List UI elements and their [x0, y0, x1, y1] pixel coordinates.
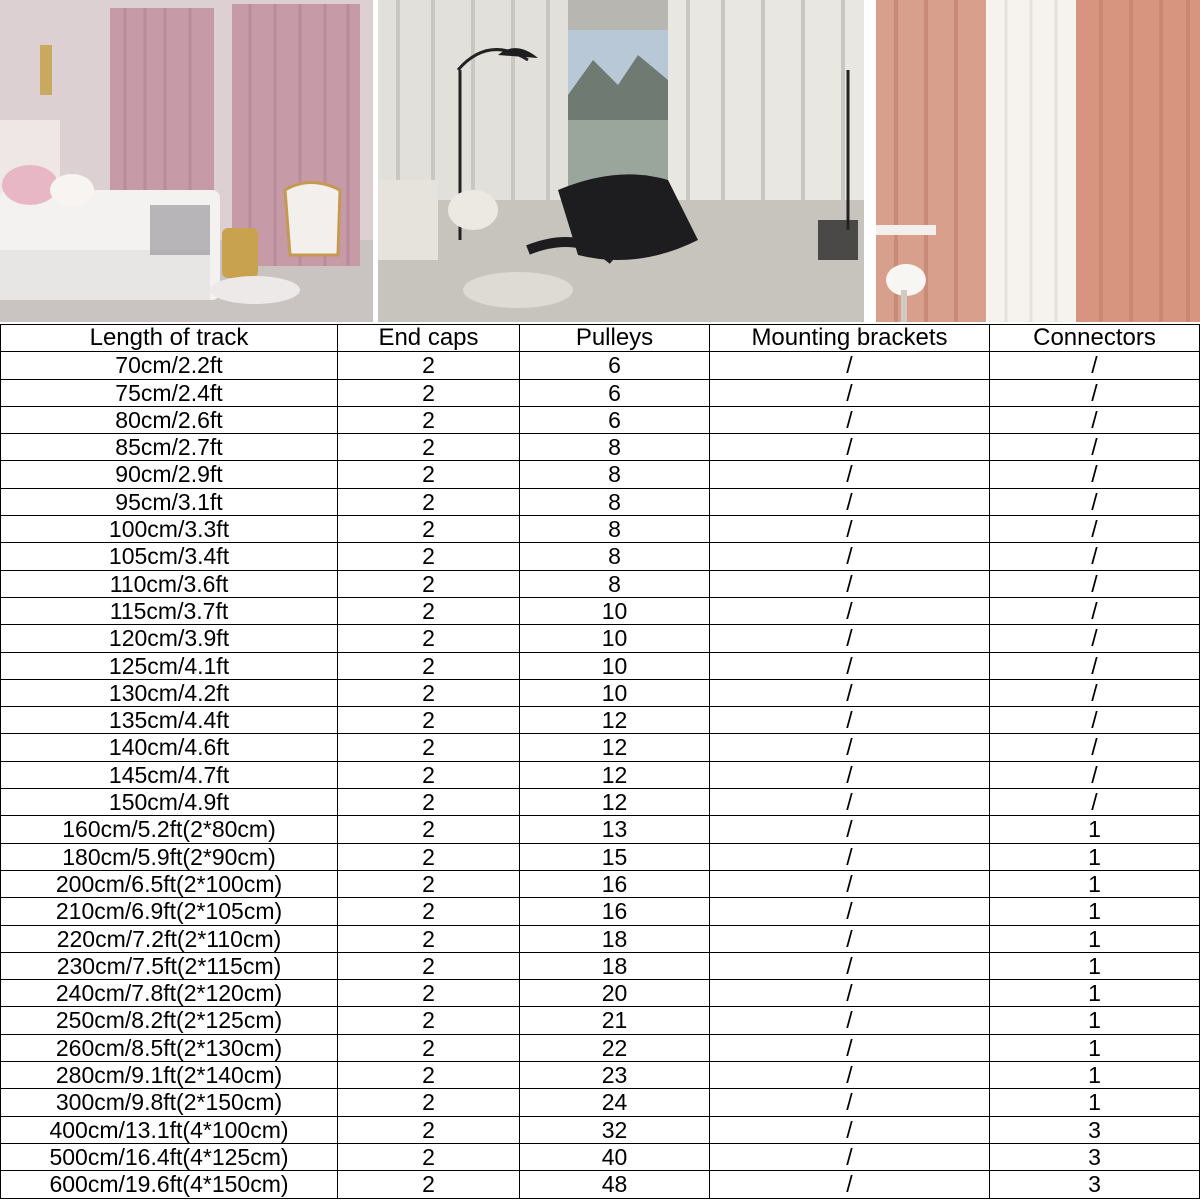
- cell-length: 200cm/6.5ft(2*100cm): [1, 870, 338, 897]
- product-photos: [0, 0, 1200, 322]
- table-row: [1, 597, 1200, 624]
- cell-end-caps: 2: [338, 898, 520, 925]
- cell-pulleys: 10: [520, 625, 710, 652]
- table-row: [1, 898, 1200, 925]
- table-row: [1, 789, 1200, 816]
- cell-length: 240cm/7.8ft(2*120cm): [1, 980, 338, 1007]
- cell-pulleys: 12: [520, 789, 710, 816]
- header-connectors: Connectors: [990, 325, 1200, 352]
- header-mounting-brackets: Mounting brackets: [710, 325, 990, 352]
- cell-pulleys: 8: [520, 488, 710, 515]
- cell-end-caps: 2: [338, 761, 520, 788]
- cell-end-caps: 2: [338, 1034, 520, 1061]
- cell-length: 130cm/4.2ft: [1, 679, 338, 706]
- cell-connectors: /: [990, 461, 1200, 488]
- cell-mounting-brackets: /: [710, 1007, 990, 1034]
- table-row: [1, 870, 1200, 897]
- cell-end-caps: 2: [338, 434, 520, 461]
- table-row: [1, 1143, 1200, 1170]
- table-row: [1, 843, 1200, 870]
- cell-mounting-brackets: /: [710, 679, 990, 706]
- cell-pulleys: 16: [520, 870, 710, 897]
- cell-pulleys: 6: [520, 406, 710, 433]
- cell-connectors: /: [990, 543, 1200, 570]
- cell-mounting-brackets: /: [710, 870, 990, 897]
- table-row: [1, 1007, 1200, 1034]
- cell-pulleys: 32: [520, 1116, 710, 1143]
- cell-end-caps: 2: [338, 597, 520, 624]
- cell-mounting-brackets: /: [710, 925, 990, 952]
- cell-pulleys: 12: [520, 734, 710, 761]
- table-row: [1, 761, 1200, 788]
- cell-pulleys: 23: [520, 1062, 710, 1089]
- cell-mounting-brackets: /: [710, 1171, 990, 1198]
- cell-pulleys: 18: [520, 925, 710, 952]
- cell-connectors: /: [990, 516, 1200, 543]
- table-row: [1, 434, 1200, 461]
- cell-mounting-brackets: /: [710, 652, 990, 679]
- cell-end-caps: 2: [338, 406, 520, 433]
- cell-length: 125cm/4.1ft: [1, 652, 338, 679]
- photo-white-living-room: [378, 0, 864, 322]
- cell-end-caps: 2: [338, 870, 520, 897]
- cell-end-caps: 2: [338, 980, 520, 1007]
- cell-length: 210cm/6.9ft(2*105cm): [1, 898, 338, 925]
- cell-length: 250cm/8.2ft(2*125cm): [1, 1007, 338, 1034]
- cell-connectors: 1: [990, 898, 1200, 925]
- cell-end-caps: 2: [338, 843, 520, 870]
- table-row: [1, 1034, 1200, 1061]
- cell-end-caps: 2: [338, 1007, 520, 1034]
- cell-mounting-brackets: /: [710, 980, 990, 1007]
- cell-mounting-brackets: /: [710, 816, 990, 843]
- table-row: [1, 1171, 1200, 1198]
- cell-connectors: 3: [990, 1116, 1200, 1143]
- cell-pulleys: 8: [520, 461, 710, 488]
- table-row: [1, 980, 1200, 1007]
- cell-connectors: /: [990, 488, 1200, 515]
- cell-end-caps: 2: [338, 625, 520, 652]
- cell-pulleys: 21: [520, 1007, 710, 1034]
- cell-length: 80cm/2.6ft: [1, 406, 338, 433]
- cell-end-caps: 2: [338, 516, 520, 543]
- cell-length: 85cm/2.7ft: [1, 434, 338, 461]
- cell-end-caps: 2: [338, 543, 520, 570]
- cell-connectors: 1: [990, 1062, 1200, 1089]
- cell-mounting-brackets: /: [710, 406, 990, 433]
- table-row: [1, 406, 1200, 433]
- cell-end-caps: 2: [338, 1116, 520, 1143]
- cell-connectors: 1: [990, 980, 1200, 1007]
- cell-mounting-brackets: /: [710, 516, 990, 543]
- cell-connectors: /: [990, 406, 1200, 433]
- table-row: [1, 379, 1200, 406]
- cell-connectors: 1: [990, 816, 1200, 843]
- cell-mounting-brackets: /: [710, 734, 990, 761]
- table-row: [1, 1116, 1200, 1143]
- cell-length: 180cm/5.9ft(2*90cm): [1, 843, 338, 870]
- cell-mounting-brackets: /: [710, 1089, 990, 1116]
- table-row: [1, 707, 1200, 734]
- cell-connectors: 1: [990, 1034, 1200, 1061]
- cell-length: 115cm/3.7ft: [1, 597, 338, 624]
- cell-pulleys: 8: [520, 434, 710, 461]
- cell-end-caps: 2: [338, 679, 520, 706]
- header-end-caps: End caps: [338, 325, 520, 352]
- cell-length: 75cm/2.4ft: [1, 379, 338, 406]
- header-pulleys: Pulleys: [520, 325, 710, 352]
- table-row: [1, 516, 1200, 543]
- cell-end-caps: 2: [338, 379, 520, 406]
- table-row: [1, 352, 1200, 379]
- table-row: [1, 488, 1200, 515]
- cell-end-caps: 2: [338, 925, 520, 952]
- cell-pulleys: 10: [520, 679, 710, 706]
- cell-pulleys: 48: [520, 1171, 710, 1198]
- cell-connectors: 3: [990, 1171, 1200, 1198]
- cell-connectors: 1: [990, 1007, 1200, 1034]
- table-header-row: [1, 325, 1200, 352]
- table-row: [1, 543, 1200, 570]
- cell-connectors: 1: [990, 843, 1200, 870]
- cell-length: 90cm/2.9ft: [1, 461, 338, 488]
- cell-length: 220cm/7.2ft(2*110cm): [1, 925, 338, 952]
- cell-connectors: /: [990, 679, 1200, 706]
- cell-length: 70cm/2.2ft: [1, 352, 338, 379]
- cell-pulleys: 12: [520, 761, 710, 788]
- cell-length: 300cm/9.8ft(2*150cm): [1, 1089, 338, 1116]
- cell-pulleys: 16: [520, 898, 710, 925]
- cell-end-caps: 2: [338, 1143, 520, 1170]
- cell-mounting-brackets: /: [710, 488, 990, 515]
- cell-length: 260cm/8.5ft(2*130cm): [1, 1034, 338, 1061]
- table-row: [1, 952, 1200, 979]
- cell-end-caps: 2: [338, 352, 520, 379]
- cell-mounting-brackets: /: [710, 597, 990, 624]
- cell-end-caps: 2: [338, 1062, 520, 1089]
- cell-connectors: /: [990, 352, 1200, 379]
- cell-connectors: /: [990, 379, 1200, 406]
- cell-mounting-brackets: /: [710, 570, 990, 597]
- cell-connectors: /: [990, 707, 1200, 734]
- cell-length: 400cm/13.1ft(4*100cm): [1, 1116, 338, 1143]
- cell-connectors: 1: [990, 1089, 1200, 1116]
- table-row: [1, 652, 1200, 679]
- cell-pulleys: 20: [520, 980, 710, 1007]
- table-row: [1, 461, 1200, 488]
- cell-pulleys: 15: [520, 843, 710, 870]
- cell-mounting-brackets: /: [710, 461, 990, 488]
- cell-mounting-brackets: /: [710, 707, 990, 734]
- table-row: [1, 679, 1200, 706]
- cell-end-caps: 2: [338, 816, 520, 843]
- cell-pulleys: 18: [520, 952, 710, 979]
- cell-connectors: /: [990, 734, 1200, 761]
- cell-connectors: 1: [990, 925, 1200, 952]
- cell-length: 140cm/4.6ft: [1, 734, 338, 761]
- cell-mounting-brackets: /: [710, 379, 990, 406]
- cell-pulleys: 10: [520, 652, 710, 679]
- cell-connectors: /: [990, 570, 1200, 597]
- cell-pulleys: 8: [520, 543, 710, 570]
- cell-mounting-brackets: /: [710, 352, 990, 379]
- cell-length: 280cm/9.1ft(2*140cm): [1, 1062, 338, 1089]
- cell-connectors: /: [990, 434, 1200, 461]
- cell-connectors: /: [990, 597, 1200, 624]
- cell-connectors: 3: [990, 1143, 1200, 1170]
- cell-mounting-brackets: /: [710, 952, 990, 979]
- cell-end-caps: 2: [338, 1089, 520, 1116]
- table-row: [1, 734, 1200, 761]
- cell-mounting-brackets: /: [710, 1116, 990, 1143]
- cell-length: 105cm/3.4ft: [1, 543, 338, 570]
- cell-length: 120cm/3.9ft: [1, 625, 338, 652]
- cell-end-caps: 2: [338, 652, 520, 679]
- table-row: [1, 1089, 1200, 1116]
- cell-mounting-brackets: /: [710, 1034, 990, 1061]
- cell-pulleys: 22: [520, 1034, 710, 1061]
- cell-end-caps: 2: [338, 734, 520, 761]
- cell-mounting-brackets: /: [710, 898, 990, 925]
- header-length-of-track: Length of track: [1, 325, 338, 352]
- cell-connectors: /: [990, 761, 1200, 788]
- cell-pulleys: 24: [520, 1089, 710, 1116]
- cell-end-caps: 2: [338, 488, 520, 515]
- cell-pulleys: 13: [520, 816, 710, 843]
- cell-connectors: /: [990, 652, 1200, 679]
- cell-mounting-brackets: /: [710, 761, 990, 788]
- table-row: [1, 816, 1200, 843]
- cell-mounting-brackets: /: [710, 434, 990, 461]
- cell-mounting-brackets: /: [710, 789, 990, 816]
- cell-end-caps: 2: [338, 789, 520, 816]
- cell-length: 145cm/4.7ft: [1, 761, 338, 788]
- cell-mounting-brackets: /: [710, 625, 990, 652]
- cell-pulleys: 12: [520, 707, 710, 734]
- cell-connectors: 1: [990, 952, 1200, 979]
- cell-pulleys: 10: [520, 597, 710, 624]
- table-row: [1, 625, 1200, 652]
- photo-pink-bedroom: [0, 0, 373, 322]
- table-row: [1, 1062, 1200, 1089]
- cell-mounting-brackets: /: [710, 1143, 990, 1170]
- cell-length: 230cm/7.5ft(2*115cm): [1, 952, 338, 979]
- cell-length: 95cm/3.1ft: [1, 488, 338, 515]
- cell-end-caps: 2: [338, 461, 520, 488]
- cell-length: 100cm/3.3ft: [1, 516, 338, 543]
- table-row: [1, 925, 1200, 952]
- cell-connectors: /: [990, 625, 1200, 652]
- cell-length: 135cm/4.4ft: [1, 707, 338, 734]
- cell-end-caps: 2: [338, 707, 520, 734]
- cell-pulleys: 6: [520, 352, 710, 379]
- cell-length: 110cm/3.6ft: [1, 570, 338, 597]
- cell-length: 160cm/5.2ft(2*80cm): [1, 816, 338, 843]
- cell-mounting-brackets: /: [710, 1062, 990, 1089]
- track-spec-table: [0, 324, 1200, 1199]
- cell-mounting-brackets: /: [710, 843, 990, 870]
- cell-end-caps: 2: [338, 952, 520, 979]
- cell-end-caps: 2: [338, 1171, 520, 1198]
- cell-pulleys: 40: [520, 1143, 710, 1170]
- cell-length: 500cm/16.4ft(4*125cm): [1, 1143, 338, 1170]
- cell-length: 150cm/4.9ft: [1, 789, 338, 816]
- cell-connectors: /: [990, 789, 1200, 816]
- cell-length: 600cm/19.6ft(4*150cm): [1, 1171, 338, 1198]
- cell-pulleys: 8: [520, 570, 710, 597]
- cell-mounting-brackets: /: [710, 543, 990, 570]
- cell-pulleys: 8: [520, 516, 710, 543]
- photo-salmon-curtains: [876, 0, 1200, 322]
- cell-connectors: 1: [990, 870, 1200, 897]
- cell-end-caps: 2: [338, 570, 520, 597]
- cell-pulleys: 6: [520, 379, 710, 406]
- table-row: [1, 570, 1200, 597]
